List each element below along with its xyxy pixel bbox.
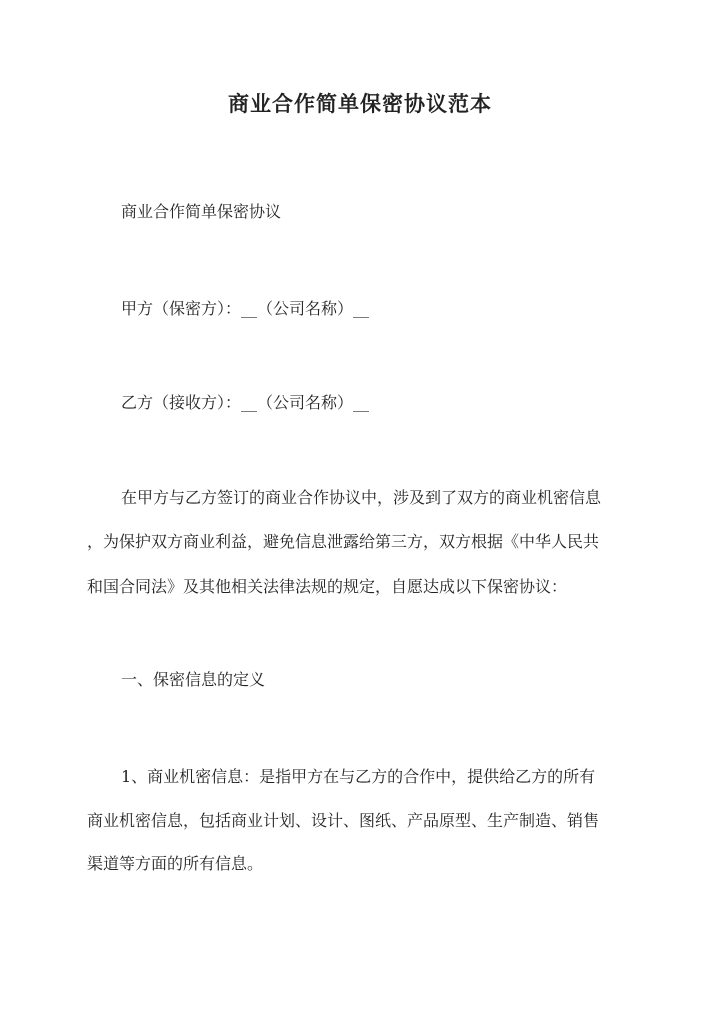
party-a-line: 甲方（保密方）：__（公司名称）__	[121, 299, 370, 318]
clause-paragraph-line: 商业机密信息，包括商业计划、设计、图纸、产品原型、生产制造、销售	[87, 811, 600, 830]
clause-paragraph-line: 渠道等方面的所有信息。	[87, 854, 264, 873]
intro-paragraph-line: 在甲方与乙方签订的商业合作协议中，涉及到了双方的商业机密信息	[121, 488, 602, 507]
agreement-subtitle: 商业合作简单保密协议	[121, 202, 282, 221]
clause-paragraph-line: 1、商业机密信息：是指甲方在与乙方的合作中，提供给乙方的所有	[121, 767, 596, 786]
document-title: 商业合作简单保密协议范本	[228, 91, 492, 116]
party-b-line: 乙方（接收方）：__（公司名称）__	[121, 393, 370, 412]
intro-paragraph-line: ，为保护双方商业利益，避免信息泄露给第三方，双方根据《中华人民共	[87, 532, 600, 551]
section-heading: 一、保密信息的定义	[121, 670, 266, 689]
intro-paragraph-line: 和国合同法》及其他相关法律法规的规定，自愿达成以下保密协议：	[87, 577, 568, 596]
